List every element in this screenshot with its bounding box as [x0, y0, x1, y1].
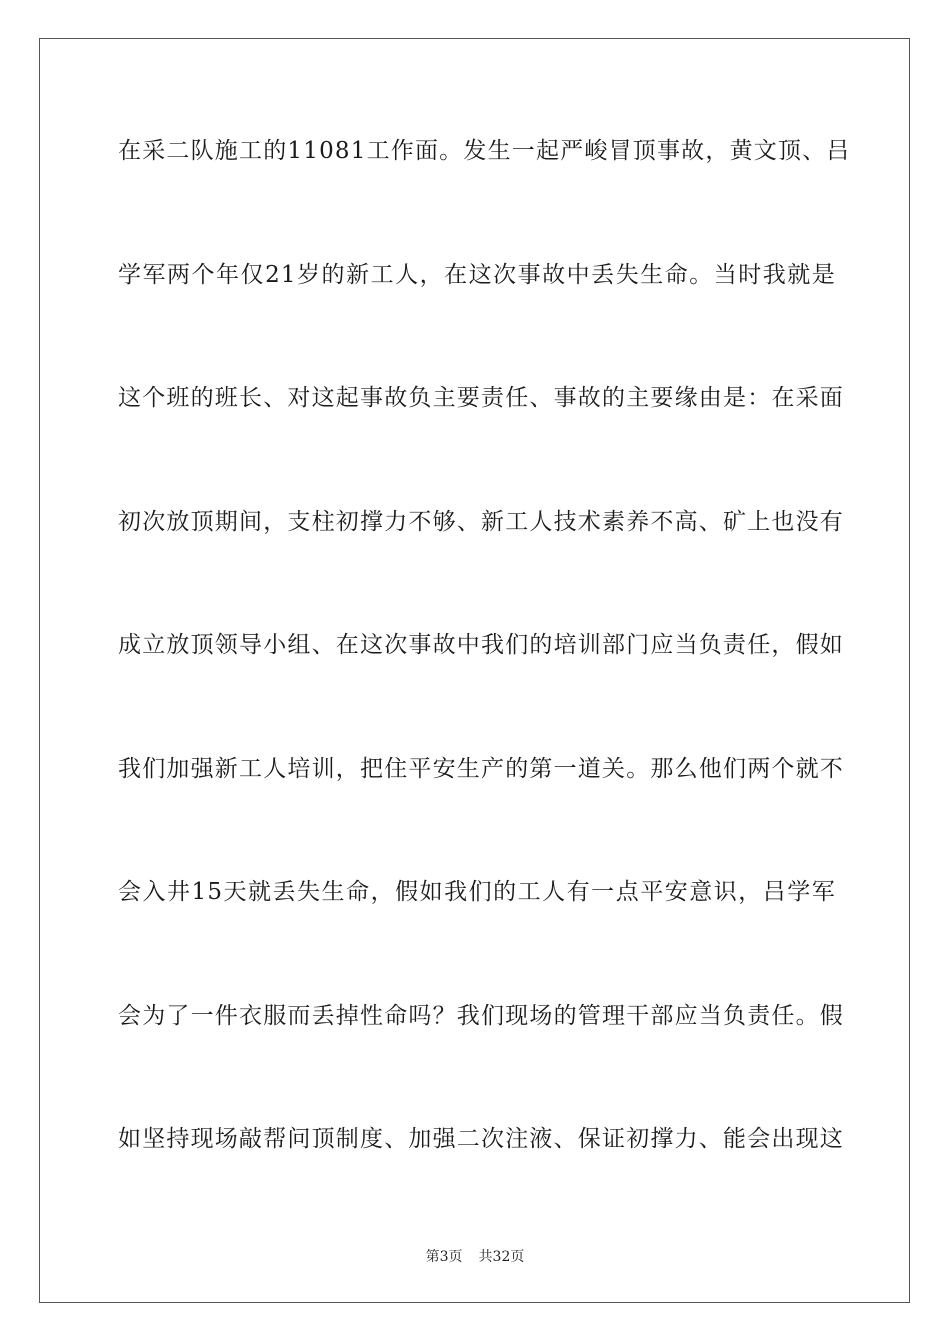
body-line: 成立放顶领导小组、在这次事故中我们的培训部门应当负责任，假如: [118, 632, 844, 658]
document-body: [118, 128, 851, 1240]
body-line: 这个班的班长、对这起事故负主要责任、事故的主要缘由是：在采面: [118, 385, 844, 411]
body-line: 会入井15天就丢失生命，假如我们的工人有一点平安意识，吕学军: [118, 879, 836, 905]
current-page-number: 第3页: [425, 1249, 463, 1265]
body-line: 初次放顶期间，支柱初撑力不够、新工人技术素养不高、矿上也没有: [118, 508, 844, 535]
body-line: 我们加强新工人培训，把住平安生产的第一道关。那么他们两个就不: [118, 755, 844, 782]
total-page-count: 共32页: [478, 1249, 525, 1265]
page-footer: [0, 1247, 950, 1267]
body-line: 会为了一件衣服而丢掉性命吗？我们现场的管理干部应当负责任。假: [118, 1002, 844, 1029]
body-line: 如坚持现场敲帮问顶制度、加强二次注液、保证初撑力、能会出现这: [118, 1126, 844, 1152]
body-line: 学军两个年仅21岁的新工人，在这次事故中丢失生命。当时我就是: [118, 261, 836, 288]
body-line: 在采二队施工的11081工作面。发生一起严峻冒顶事故，黄文顶、吕: [118, 138, 851, 164]
